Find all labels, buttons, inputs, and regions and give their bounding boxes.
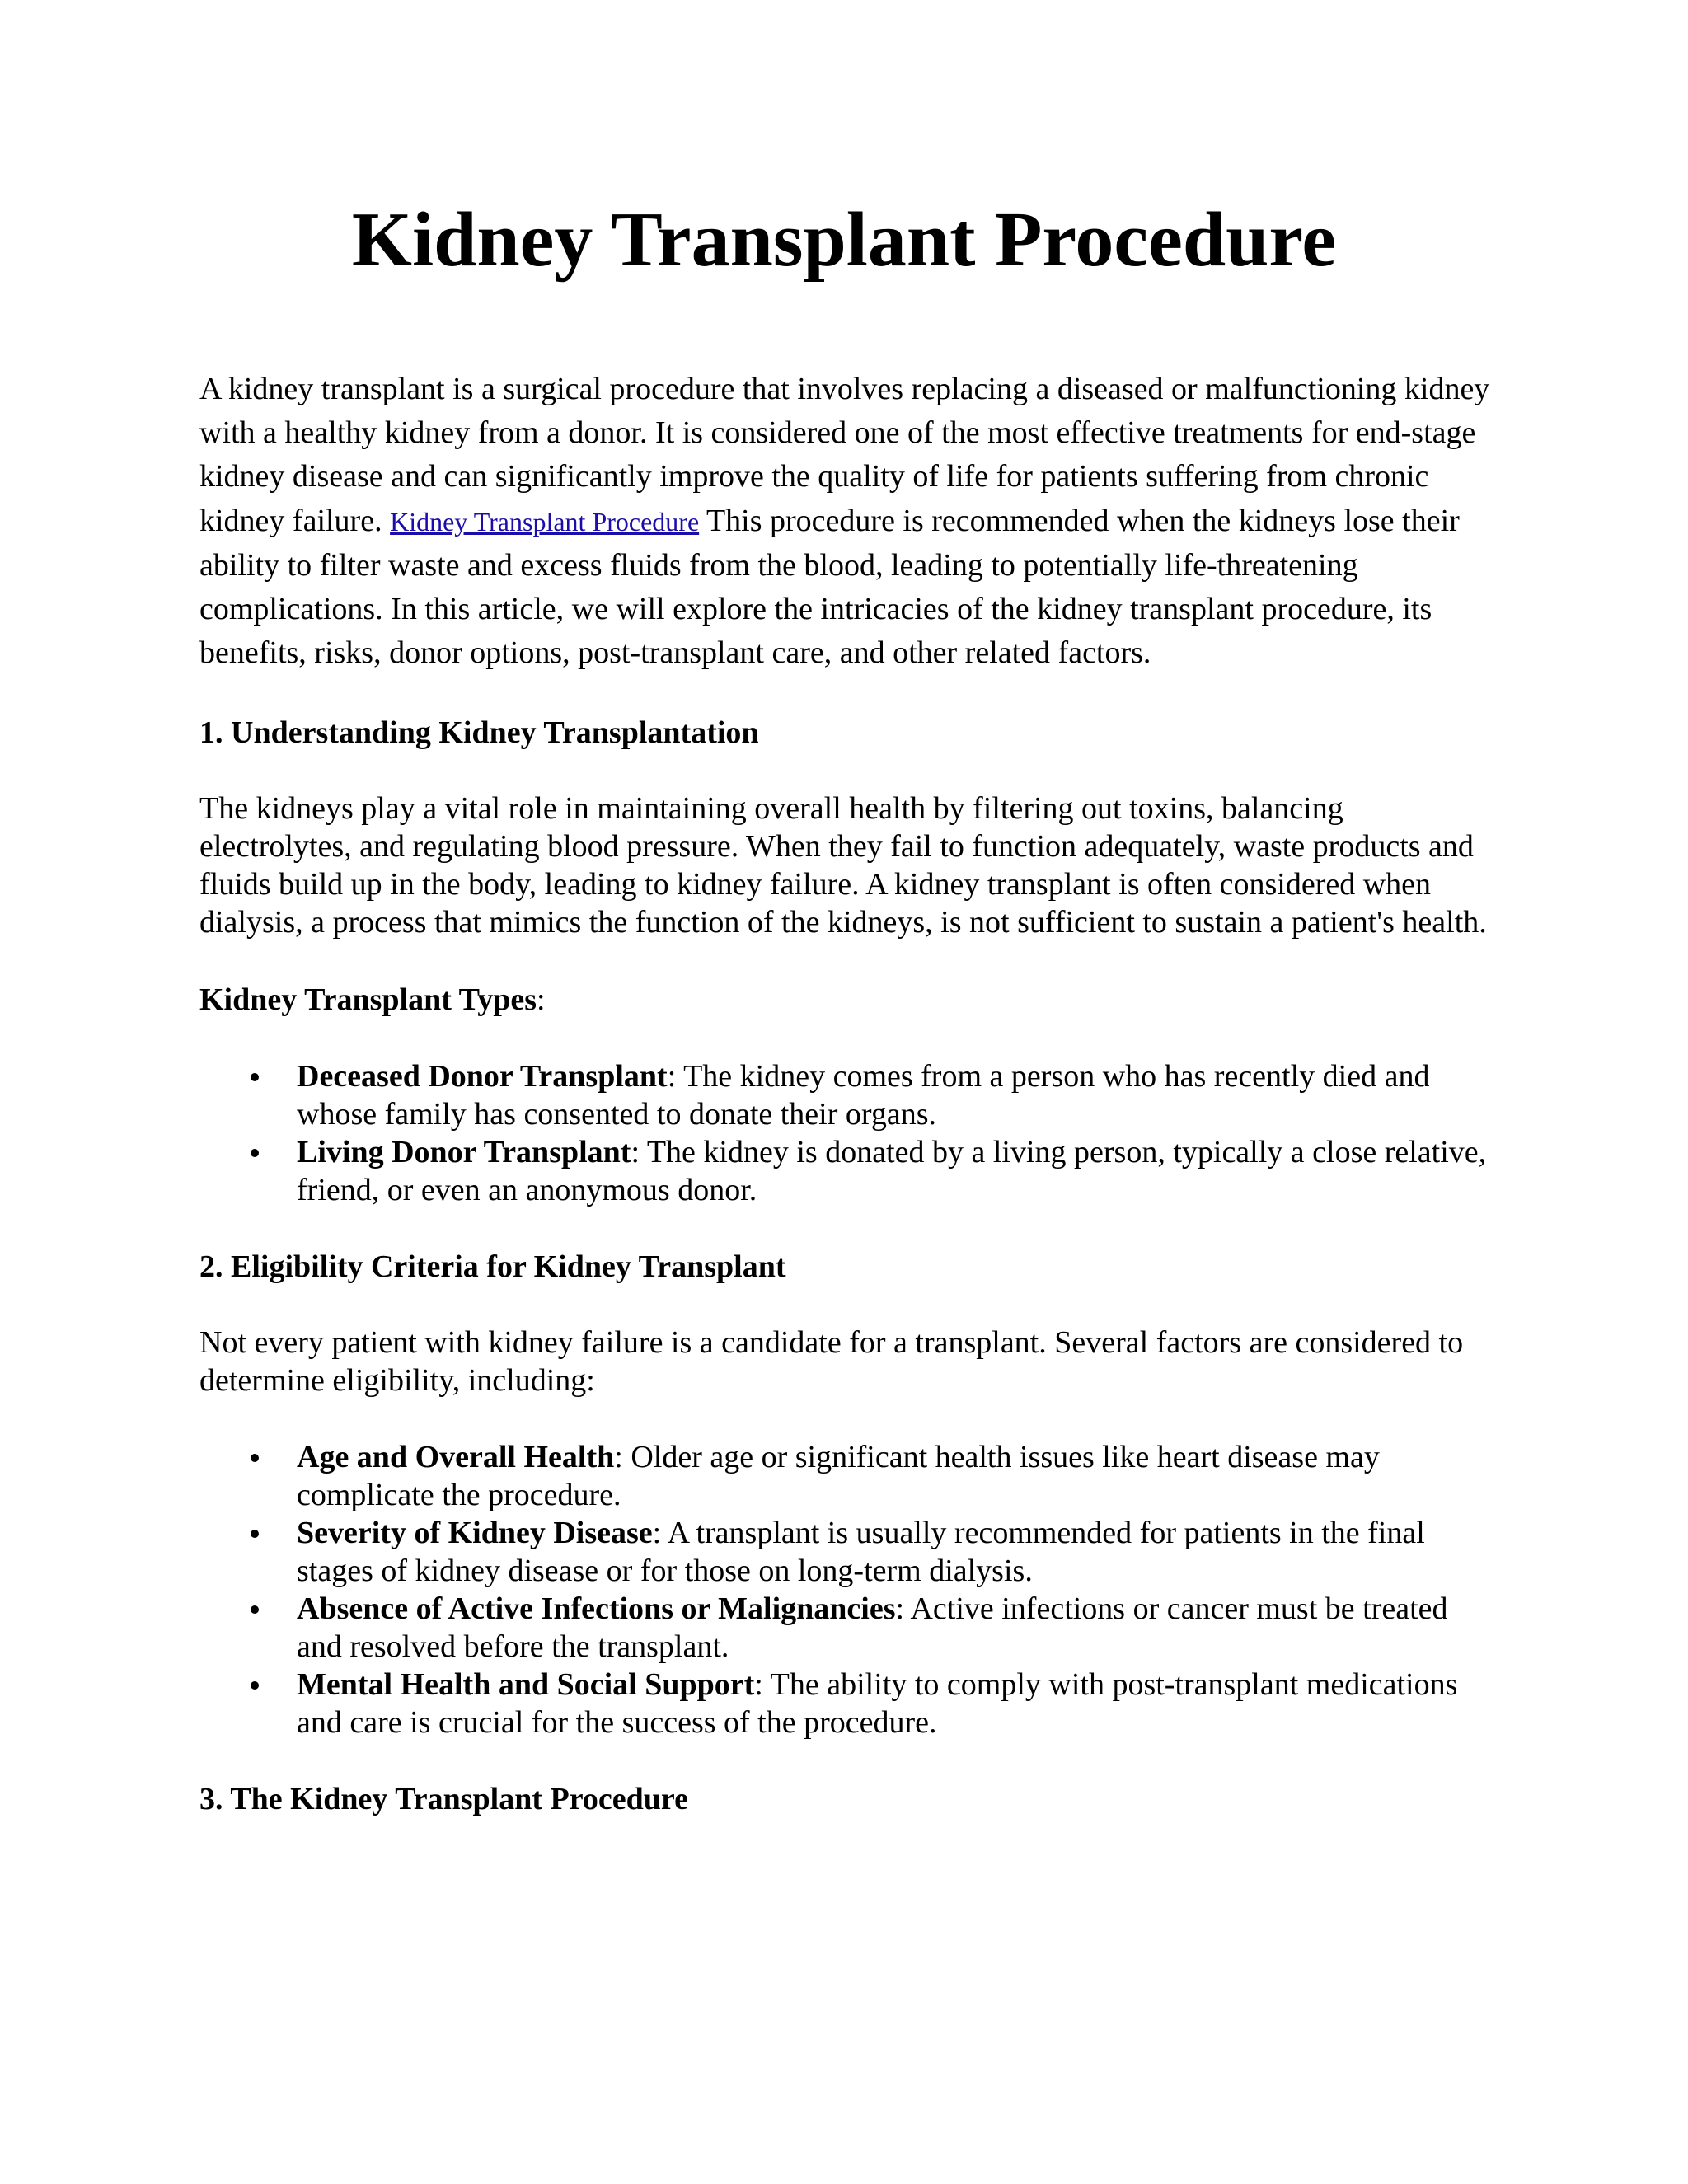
list-item-term: Severity of Kidney Disease [297, 1516, 653, 1551]
bullet-icon [251, 1530, 259, 1538]
list-item [199, 1590, 1490, 1666]
section-1-paragraph: The kidneys play a vital role in maintaining overall health by filtering out toxins, balancing electrolytes, and regulating blood pressure. When they fail to function adequately, waste products and fluids build up in the body, leading to kidney failure. A kidney transplant is often considered when dialysis, a process that mimics the function of the kidneys, is not sufficient to sustain a patient's health. [199, 791, 1487, 940]
transplant-types-label-text: Kidney Transplant Types [199, 982, 537, 1018]
transplant-types-list [199, 1057, 1490, 1209]
list-item-text: : A transplant is usually recommended for patients in the final stages of kidney disease or for those on long-term dialysis. [297, 1516, 1425, 1589]
list-item [199, 1514, 1490, 1590]
list-item-text: : The kidney is donated by a living person, typically a close relative, friend, or even an anonymous donor. [297, 1135, 1487, 1208]
bullet-icon [251, 1073, 259, 1081]
list-item-term: Mental Health and Social Support [297, 1667, 755, 1703]
eligibility-criteria-list [199, 1438, 1490, 1741]
intro-text-before-link: A kidney transplant is a surgical procedure that involves replacing a diseased or malfunctioning kidney with a healthy kidney from a donor. It is considered one of the most effective treatments for end-stage kidney disease and can significantly improve the quality of life for patients suffering from chronic kidney failure. [199, 372, 1490, 538]
section-1-heading: 1. Understanding Kidney Transplantation [199, 715, 759, 751]
kidney-transplant-procedure-link[interactable]: Kidney Transplant Procedure [390, 506, 700, 537]
document-body [199, 368, 1490, 1817]
bullet-icon [251, 1681, 259, 1690]
list-item-term: Deceased Donor Transplant [297, 1059, 668, 1094]
intro-text-after-link: This procedure is recommended when the kidneys lose their ability to filter waste and excess fluids from the blood, leading to potentially life-threatening complications. In this article, we will explore the intricacies of the kidney transplant procedure, its benefits, risks, donor options, post-transplant care, and other related factors. [199, 503, 1460, 671]
transplant-types-label [199, 981, 1490, 1019]
list-item [199, 1133, 1490, 1209]
list-item-text: : Older age or significant health issues like heart disease may complicate the procedure. [297, 1440, 1380, 1513]
bullet-icon [251, 1454, 259, 1462]
page-title: Kidney Transplant Procedure [351, 197, 1337, 283]
list-item-term: Living Donor Transplant [297, 1135, 631, 1170]
list-item-text: : Active infections or cancer must be treated and resolved before the transplant. [297, 1591, 1448, 1665]
list-item [199, 1666, 1490, 1741]
bullet-icon [251, 1149, 259, 1157]
section-2-heading: 2. Eligibility Criteria for Kidney Transplant [199, 1249, 786, 1285]
transplant-types-colon: : [536, 982, 546, 1018]
bullet-icon [251, 1605, 259, 1614]
list-item-text: : The ability to comply with post-transplant medications and care is crucial for the success of the procedure. [297, 1667, 1458, 1741]
section-2-paragraph: Not every patient with kidney failure is a candidate for a transplant. Several factors are considered to determine eligibility, including: [199, 1325, 1464, 1399]
list-item-term: Absence of Active Infections or Malignancies [297, 1591, 896, 1627]
list-item [199, 1438, 1490, 1514]
section-3-heading: 3. The Kidney Transplant Procedure [199, 1782, 688, 1817]
list-item-term: Age and Overall Health [297, 1440, 615, 1475]
list-item-text: : The kidney comes from a person who has recently died and whose family has consented to donate their organs. [297, 1059, 1430, 1132]
intro-paragraph [199, 368, 1490, 675]
list-item [199, 1057, 1490, 1133]
